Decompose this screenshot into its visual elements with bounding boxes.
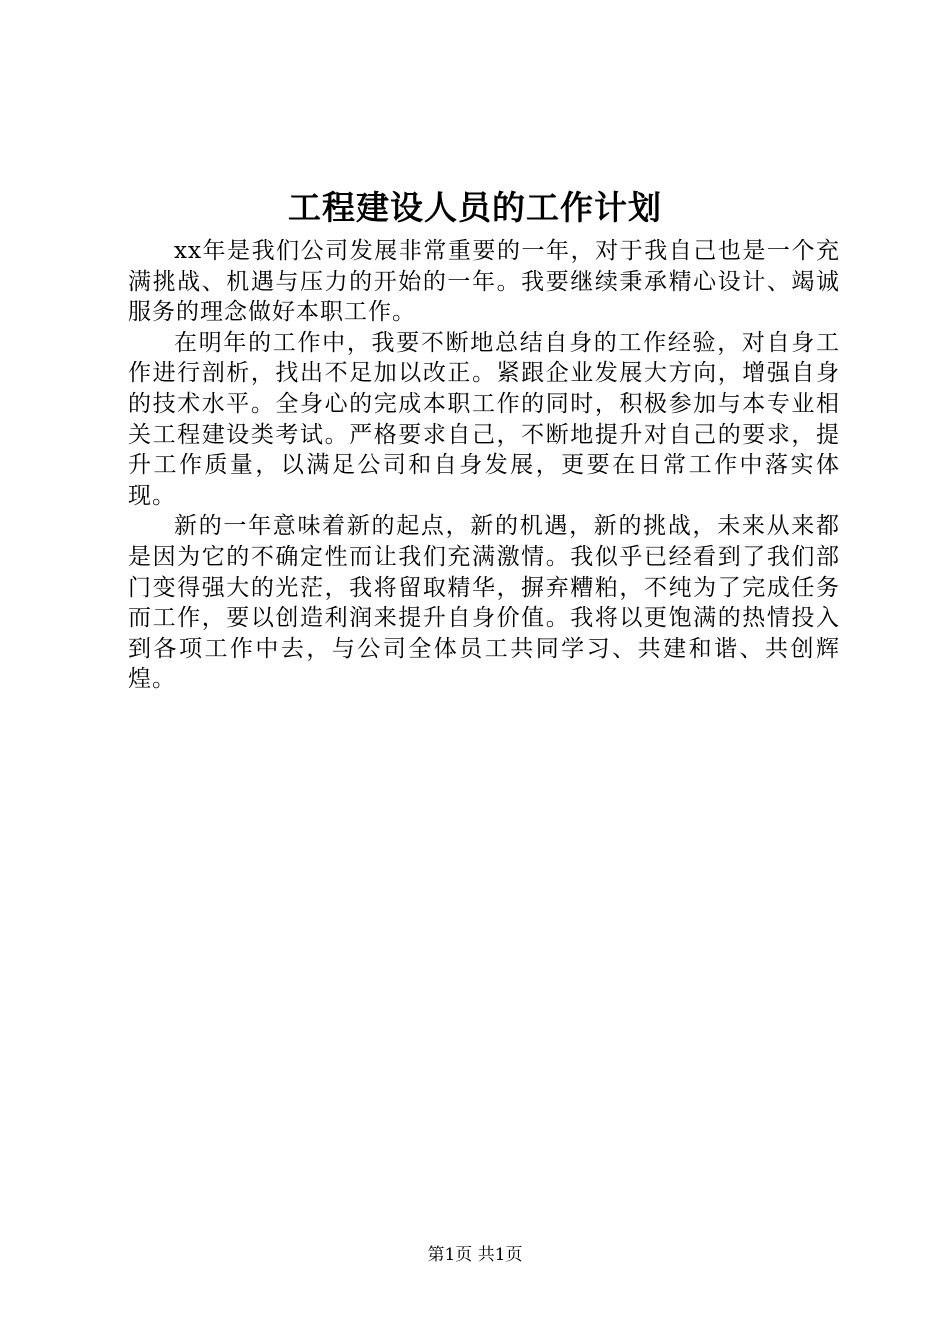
document-body [128,236,840,695]
paragraph-3: 新的一年意味着新的起点，新的机遇，新的挑战，未来从来都是因为它的不确定性而让我们充满激情。我似乎已经看到了我们部门变得强大的光茫，我将留取精华，摒弃糟粕，不纯为了完成任务而工作，要以创造利润来提升自身价值。我将以更饱满的热情投入到各项工作中去，与公司全体员工共同学习、共建和谐、共创辉煌。 [128,513,840,693]
document-title: 工程建设人员的工作计划 [288,188,662,227]
paragraph-1: xx年是我们公司发展非常重要的一年，对于我自己也是一个充满挑战、机遇与压力的开始的一年。我要继续秉承精心设计、竭诚服务的理念做好本职工作。 [128,238,840,326]
paragraph-2: 在明年的工作中，我要不断地总结自身的工作经验，对自身工作进行剖析，找出不足加以改正。紧跟企业发展大方向，增强自身的技术水平。全身心的完成本职工作的同时，积极参加与本专业相关工程建设类考试。严格要求自己，不断地提升对自己的要求，提升工作质量，以满足公司和自身发展，更要在日常工作中落实体现。 [128,329,840,509]
page-footer: 第1页 共1页 [427,1245,523,1265]
